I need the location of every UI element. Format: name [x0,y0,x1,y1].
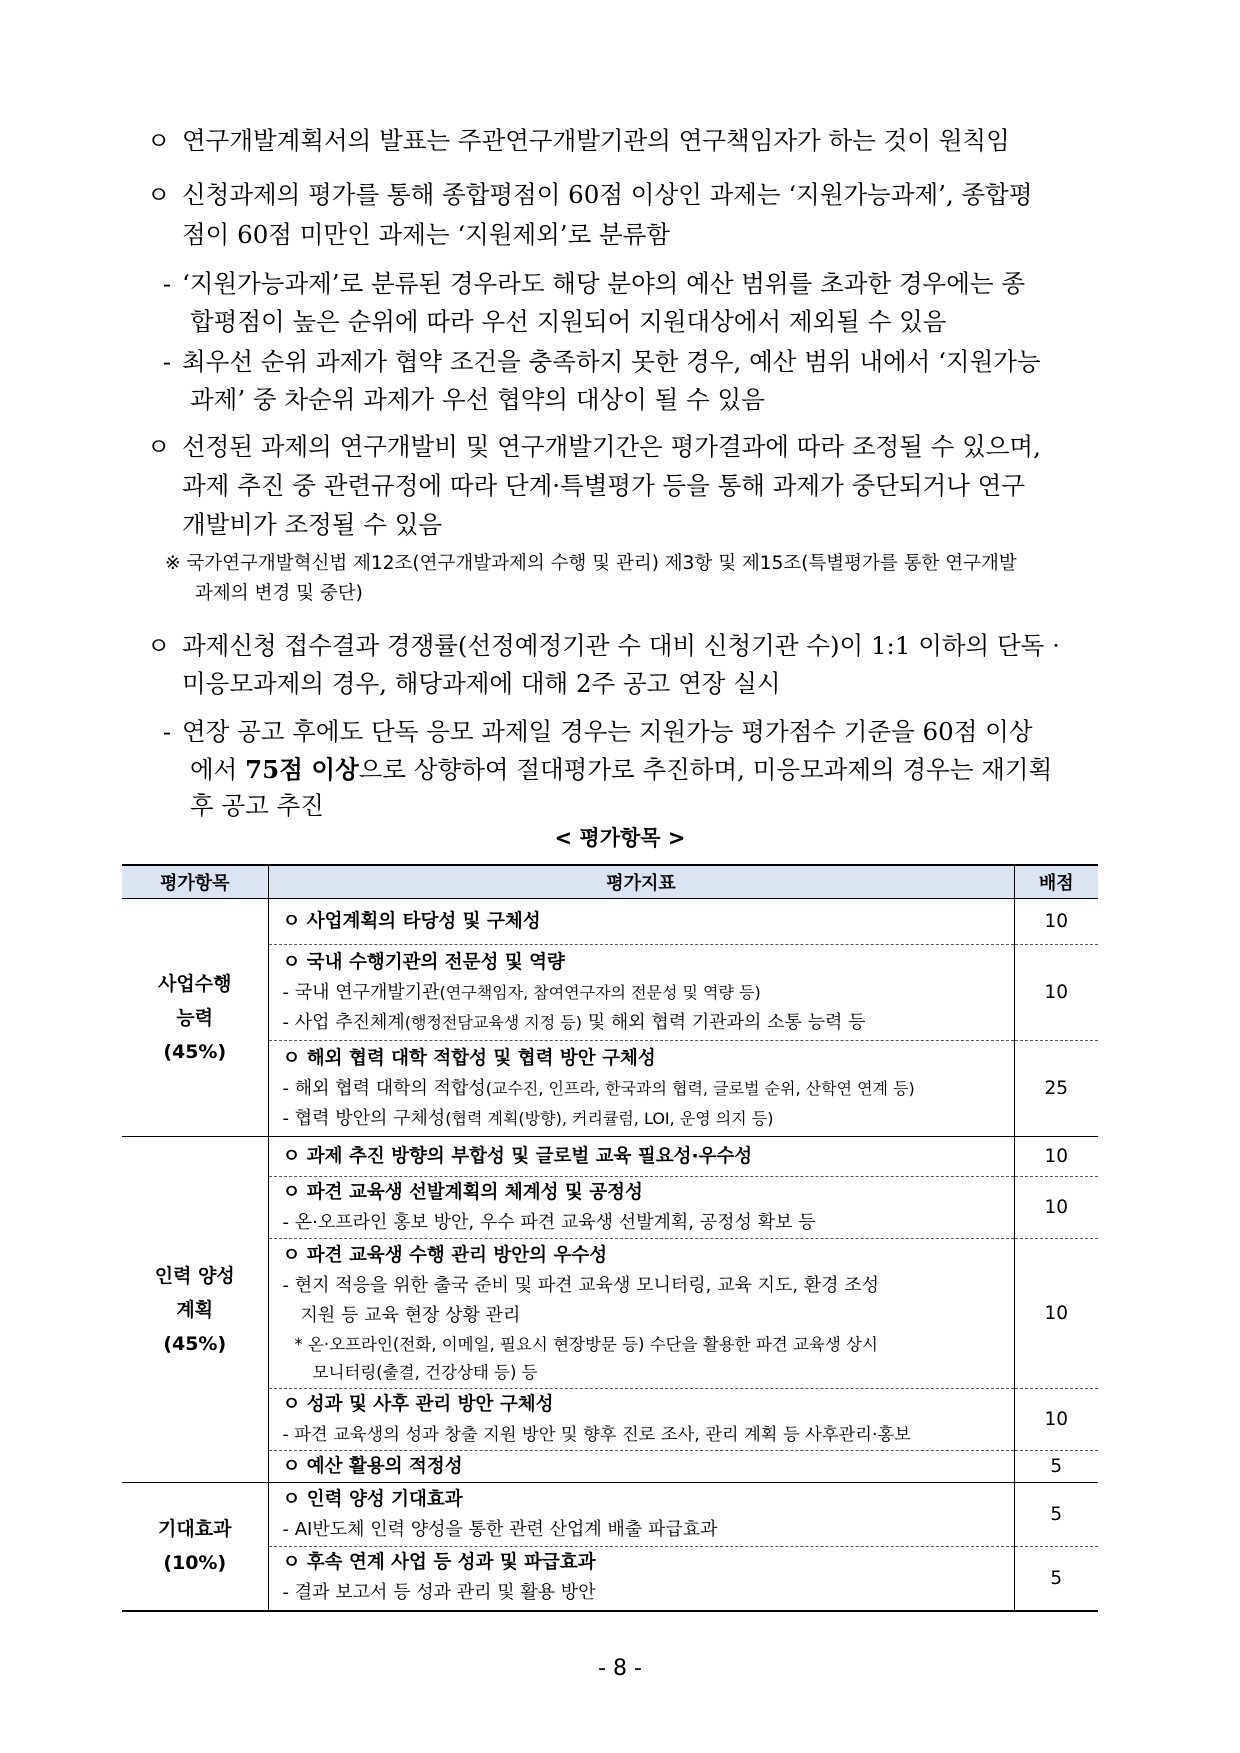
paragraph-text: 최우선 순위 과제가 협약 조건을 충족하지 못한 경우, 예산 범위 내에서 ‘지원가능 [182,347,1041,376]
indicator-line: - AI반도체 인력 양성을 통한 관련 산업계 배출 파급효과 [282,1518,718,1540]
page-number: - 8 - [598,1656,642,1681]
reference-note: ※ 국가연구개발혁신법 제12조(연구개발과제의 수행 및 관리) 제3항 및 제15조(특별평가를 통한 연구개발 [165,553,1017,574]
header-score: 배점 [1014,865,1098,899]
paragraph-text: 과제신청 접수결과 경쟁률(선정예정기관 수 대비 신청기관 수)이 1:1 이하의 단독 · [182,631,1060,660]
category-cell [122,1483,268,1611]
category-weight: (45%) [163,1332,227,1355]
score-cell: 5 [1014,1451,1098,1483]
paragraph-text: 과제 추진 중 관련규정에 따라 단계·특별평가 등을 통해 과제가 중단되거나 연구 [182,471,1026,500]
score-cell: 10 [1014,1137,1098,1177]
paragraph-text-part: 에서 [190,755,246,784]
indicator-line [283,1074,1006,1104]
indicator-cell [268,1389,1014,1451]
bullet-marker: ㅇ [147,181,171,209]
indicator-cell [268,1483,1014,1547]
score-cell: 5 [1014,1547,1098,1611]
paragraph-text: 과제’ 중 차순위 과제가 우선 협약의 대상이 될 수 있음 [190,385,765,414]
indicator-heading: ㅇ 파견 교육생 선발계획의 체계성 및 공정성 [282,1181,643,1203]
reference-note: 과제의 변경 및 중단) [195,583,363,604]
header-category: 평가항목 [122,865,268,899]
indicator-cell [268,1177,1014,1239]
indicator-line [283,978,1006,1008]
indicator-footnote: 모니터링(출결, 건강상태 등) 등 [312,1362,538,1382]
table-row [122,1389,1098,1451]
indicator-footnote: * 온·오프라인(전화, 이메일, 필요시 현장방문 등) 수단을 활용한 파견 교육생 상시 [294,1334,878,1354]
score-cell: 10 [1014,899,1098,945]
indicator-cell [268,899,1014,945]
score-cell: 10 [1014,1239,1098,1389]
bullet-marker: ㅇ [147,433,171,461]
bullet-marker: ㅇ [147,632,171,660]
paragraph-text: 연구개발계획서의 발표는 주관연구개발기관의 연구책임자가 하는 것이 원칙임 [182,126,1010,155]
indicator-cell [268,1137,1014,1177]
paragraph-text: 후 공고 추진 [190,791,324,820]
paragraph-text: 미응모과제의 경우, 해당과제에 대해 2주 공고 연장 실시 [182,669,781,698]
indicator-heading: ㅇ 성과 및 사후 관리 방안 구체성 [282,1393,554,1415]
score-cell: 25 [1014,1041,1098,1137]
category-label: 계획 [176,1298,214,1321]
indicator-heading: ㅇ 해외 협력 대학 적합성 및 협력 방안 구체성 [282,1047,656,1069]
indicator-text: - 사업 추진체계 [282,1011,405,1033]
bullet-marker: ㅇ [147,127,171,155]
indicator-detail: (연구책임자, 참여연구자의 전문성 및 역량 등) [439,982,761,1002]
category-label: 기대효과 [158,1518,232,1541]
table-row [122,1239,1098,1389]
indicator-line: - 결과 보고서 등 성과 관리 및 활용 방안 [282,1582,596,1604]
indicator-heading: ㅇ 국내 수행기관의 전문성 및 역량 [282,951,565,973]
indicator-text: 및 해외 협력 기관과의 소통 능력 등 [582,1011,866,1033]
indicator-cell [268,1547,1014,1611]
indicator-line: - 온·오프라인 홍보 방안, 우수 파견 교육생 선발계획, 공정성 확보 등 [282,1211,816,1233]
score-cell: 10 [1014,1177,1098,1239]
paragraph-text: 점이 60점 미만인 과제는 ‘지원제외’로 분류함 [182,220,671,249]
indicator-line: 지원 등 교육 현장 상황 관리 [300,1304,521,1326]
indicator-line: - 파견 교육생의 성과 창출 지원 방안 및 향후 진로 조사, 관리 계획 등 사후관리·홍보 [282,1424,911,1445]
indicator-heading: ㅇ 예산 활용의 적정성 [282,1455,463,1477]
evaluation-table [122,864,1098,1612]
indicator-cell [268,1041,1014,1137]
table-row [122,1483,1098,1547]
indicator-cell [268,1239,1014,1389]
category-label: 능력 [176,1006,214,1029]
indicator-detail: (행정전담교육생 지정 등) [404,1012,582,1032]
indicator-text: - 국내 연구개발기관 [282,981,440,1003]
indicator-text: - 해외 협력 대학의 적합성 [282,1077,486,1099]
table-row [122,1177,1098,1239]
paragraph-text: 신청과제의 평가를 통해 종합평점이 60점 이상인 과제는 ‘지원가능과제’, 종합평 [182,180,1033,209]
paragraph-text: 연장 공고 후에도 단독 응모 과제일 경우는 지원가능 평가점수 기준을 60점 이상 [182,717,1033,746]
score-cell: 10 [1014,945,1098,1041]
indicator-line [283,1008,1006,1038]
indicator-heading: ㅇ 인력 양성 기대효과 [282,1488,463,1510]
dash-marker: - [163,348,172,376]
indicator-line: - 현지 적응을 위한 출국 준비 및 파견 교육생 모니터링, 교육 지도, 환경 조성 [282,1274,880,1296]
table-row [122,1137,1098,1177]
indicator-heading: ㅇ 과제 추진 방향의 부합성 및 글로벌 교육 필요성·우수성 [282,1145,753,1167]
indicator-detail: (교수진, 인프라, 한국과의 협력, 글로벌 순위, 산학연 연계 등) [485,1078,915,1098]
indicator-cell [268,1451,1014,1483]
score-cell: 5 [1014,1483,1098,1547]
paragraph-text: 개발비가 조정될 수 있음 [182,510,443,539]
dash-marker: - [163,718,172,746]
dash-marker: - [163,270,172,298]
paragraph-text: 선정된 과제의 연구개발비 및 연구개발기간은 평가결과에 따라 조정될 수 있으며, [182,432,1041,461]
category-weight: (10%) [163,1552,227,1575]
paragraph-text: ‘지원가능과제’로 분류된 경우라도 해당 분야의 예산 범위를 초과한 경우에는 종 [182,269,1026,298]
indicator-text: - 협력 방안의 구체성 [282,1107,446,1129]
paragraph-text-part: 으로 상향하여 절대평가로 추진하며, 미응모과제의 경우는 재기획 [358,755,1053,784]
table-row [122,899,1098,945]
indicator-cell [268,945,1014,1041]
paragraph-text: 합평점이 높은 순위에 따라 우선 지원되어 지원대상에서 제외될 수 있음 [190,307,947,336]
score-cell: 10 [1014,1389,1098,1451]
table-row [122,1041,1098,1137]
category-label: 사업수행 [158,972,232,995]
indicator-detail: (협력 계획(방향), 커리큘럼, LOI, 운영 의지 등) [445,1108,774,1128]
table-row [122,945,1098,1041]
table-caption: < 평가항목 > [554,826,686,850]
category-cell [122,1137,268,1483]
category-label: 인력 양성 [154,1264,235,1287]
table-header-row [122,865,1098,899]
table-row [122,1547,1098,1611]
paragraph-text [190,750,1052,790]
indicator-heading: ㅇ 사업계획의 타당성 및 구체성 [282,910,541,932]
table-row [122,1451,1098,1483]
indicator-heading: ㅇ 파견 교육생 수행 관리 방안의 우수성 [282,1244,608,1266]
category-weight: (45%) [163,1040,227,1063]
indicator-line [283,1104,1006,1134]
indicator-heading: ㅇ 후속 연계 사업 등 성과 및 파급효과 [282,1552,596,1574]
emphasized-text: 75점 이상 [245,755,359,784]
header-indicator: 평가지표 [268,865,1014,899]
category-cell [122,899,268,1137]
